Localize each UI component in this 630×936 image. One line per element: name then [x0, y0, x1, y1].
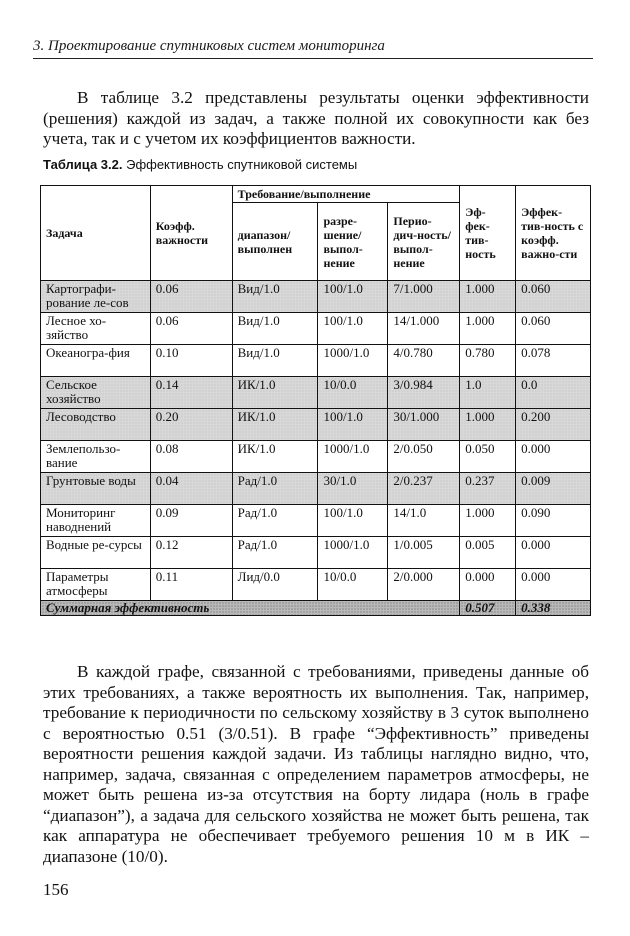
header-task: Задача	[41, 186, 151, 281]
table-caption	[43, 157, 357, 172]
cell-weighted: 0.060	[516, 313, 591, 345]
cell-periodicity: 1/0.005	[388, 537, 460, 569]
cell-weighted: 0.000	[516, 441, 591, 473]
table-row	[41, 409, 591, 441]
cell-range: ИК/1.0	[232, 409, 318, 441]
cell-task: Океаногра-фия	[41, 345, 151, 377]
cell-coef: 0.12	[150, 537, 232, 569]
summary-efficiency: 0.507	[460, 601, 516, 616]
cell-resolution: 1000/1.0	[318, 537, 388, 569]
cell-weighted: 0.060	[516, 281, 591, 313]
cell-efficiency: 1.000	[460, 505, 516, 537]
cell-efficiency: 1.0	[460, 377, 516, 409]
cell-periodicity: 2/0.000	[388, 569, 460, 601]
summary-row	[41, 601, 591, 616]
cell-efficiency: 0.050	[460, 441, 516, 473]
header-periodicity: Перио-дич-ность/ выпол-нение	[388, 203, 460, 281]
cell-periodicity: 14/1.000	[388, 313, 460, 345]
cell-coef: 0.08	[150, 441, 232, 473]
running-head: 3. Проектирование спутниковых систем мониторинга	[33, 38, 593, 59]
cell-range: Вид/1.0	[232, 281, 318, 313]
cell-range: Рад/1.0	[232, 505, 318, 537]
cell-range: Лид/0.0	[232, 569, 318, 601]
cell-resolution: 30/1.0	[318, 473, 388, 505]
table-row	[41, 473, 591, 505]
cell-periodicity: 3/0.984	[388, 377, 460, 409]
intro-paragraph-text: В таблице 3.2 представлены результаты оценки эффективности (решения) каждой из задач, а также полной их совокупности как без учета, так и с учетом их коэффициентов важности.	[43, 88, 589, 148]
cell-periodicity: 2/0.237	[388, 473, 460, 505]
cell-resolution: 1000/1.0	[318, 345, 388, 377]
cell-weighted: 0.0	[516, 377, 591, 409]
page-number: 156	[43, 880, 69, 899]
cell-task: Лесоводство	[41, 409, 151, 441]
cell-coef: 0.11	[150, 569, 232, 601]
header-efficiency: Эф-фек-тив-ность	[460, 186, 516, 281]
cell-weighted: 0.009	[516, 473, 591, 505]
header-range: диапазон/ выполнен	[232, 203, 318, 281]
cell-periodicity: 30/1.000	[388, 409, 460, 441]
cell-resolution: 10/0.0	[318, 377, 388, 409]
cell-range: Вид/1.0	[232, 313, 318, 345]
cell-efficiency: 0.780	[460, 345, 516, 377]
table-row	[41, 313, 591, 345]
table-header-row	[41, 186, 591, 203]
cell-coef: 0.09	[150, 505, 232, 537]
table-row	[41, 569, 591, 601]
table-row	[41, 345, 591, 377]
cell-resolution: 100/1.0	[318, 505, 388, 537]
header-resolution: разре-шение/ выпол-нение	[318, 203, 388, 281]
intro-paragraph	[43, 88, 589, 150]
cell-coef: 0.20	[150, 409, 232, 441]
table-row	[41, 537, 591, 569]
table-body	[41, 281, 591, 616]
cell-resolution: 100/1.0	[318, 409, 388, 441]
cell-efficiency: 1.000	[460, 281, 516, 313]
table-row	[41, 505, 591, 537]
header-coef: Коэфф. важности	[150, 186, 232, 281]
cell-task: Мониторинг наводнений	[41, 505, 151, 537]
cell-resolution: 1000/1.0	[318, 441, 388, 473]
cell-range: ИК/1.0	[232, 377, 318, 409]
cell-weighted: 0.200	[516, 409, 591, 441]
cell-efficiency: 0.237	[460, 473, 516, 505]
table-caption-text: Эффективность спутниковой системы	[122, 157, 358, 172]
cell-periodicity: 7/1.000	[388, 281, 460, 313]
cell-efficiency: 1.000	[460, 313, 516, 345]
cell-coef: 0.14	[150, 377, 232, 409]
cell-weighted: 0.078	[516, 345, 591, 377]
cell-resolution: 100/1.0	[318, 281, 388, 313]
cell-weighted: 0.000	[516, 537, 591, 569]
cell-coef: 0.10	[150, 345, 232, 377]
cell-range: Вид/1.0	[232, 345, 318, 377]
header-requirement-group: Требование/выполнение	[232, 186, 460, 203]
cell-task: Землепользо-вание	[41, 441, 151, 473]
cell-coef: 0.06	[150, 281, 232, 313]
table-caption-label: Таблица 3.2.	[43, 157, 123, 172]
cell-efficiency: 0.000	[460, 569, 516, 601]
cell-task: Грунтовые воды	[41, 473, 151, 505]
table-row	[41, 377, 591, 409]
cell-task: Лесное хо-зяйство	[41, 313, 151, 345]
table-row	[41, 441, 591, 473]
cell-weighted: 0.090	[516, 505, 591, 537]
efficiency-table	[40, 185, 591, 616]
table-row	[41, 281, 591, 313]
cell-task: Картографи-рование ле-сов	[41, 281, 151, 313]
cell-periodicity: 14/1.0	[388, 505, 460, 537]
cell-weighted: 0.000	[516, 569, 591, 601]
cell-periodicity: 2/0.050	[388, 441, 460, 473]
summary-weighted-efficiency: 0.338	[516, 601, 591, 616]
cell-coef: 0.06	[150, 313, 232, 345]
cell-range: Рад/1.0	[232, 537, 318, 569]
summary-label: Суммарная эффективность	[41, 601, 460, 616]
cell-range: Рад/1.0	[232, 473, 318, 505]
header-weighted-efficiency: Эффек-тив-ность с коэфф. важно-сти	[516, 186, 591, 281]
cell-task: Параметры атмосферы	[41, 569, 151, 601]
cell-efficiency: 1.000	[460, 409, 516, 441]
cell-coef: 0.04	[150, 473, 232, 505]
cell-resolution: 100/1.0	[318, 313, 388, 345]
body-paragraph	[43, 662, 589, 867]
body-paragraph-text: В каждой графе, связанной с требованиями, приведены данные об этих требованиях, а также вероятность их выполнения. Так, например, требование к периодичности по сельскому хозяйству в 3 суток выполнено с вероятностью 0.51 (3/0.51). В графе “Эффективность” приведены вероятности решения каждой задачи. Из таблицы наглядно видно, что, например, задача, связанная с определением параметров атмосферы, не может быть решена из-за отсутствия на борту лидара (ноль в графе “диапазон”), а задача для сельского хозяйства не может быть решена, так как аппаратура не обеспечивает требуемого решения 10 м в ИК – диапазоне (10/0).	[43, 662, 589, 866]
cell-resolution: 10/0.0	[318, 569, 388, 601]
cell-task: Сельское хозяйство	[41, 377, 151, 409]
cell-range: ИК/1.0	[232, 441, 318, 473]
cell-efficiency: 0.005	[460, 537, 516, 569]
cell-task: Водные ре-сурсы	[41, 537, 151, 569]
cell-periodicity: 4/0.780	[388, 345, 460, 377]
